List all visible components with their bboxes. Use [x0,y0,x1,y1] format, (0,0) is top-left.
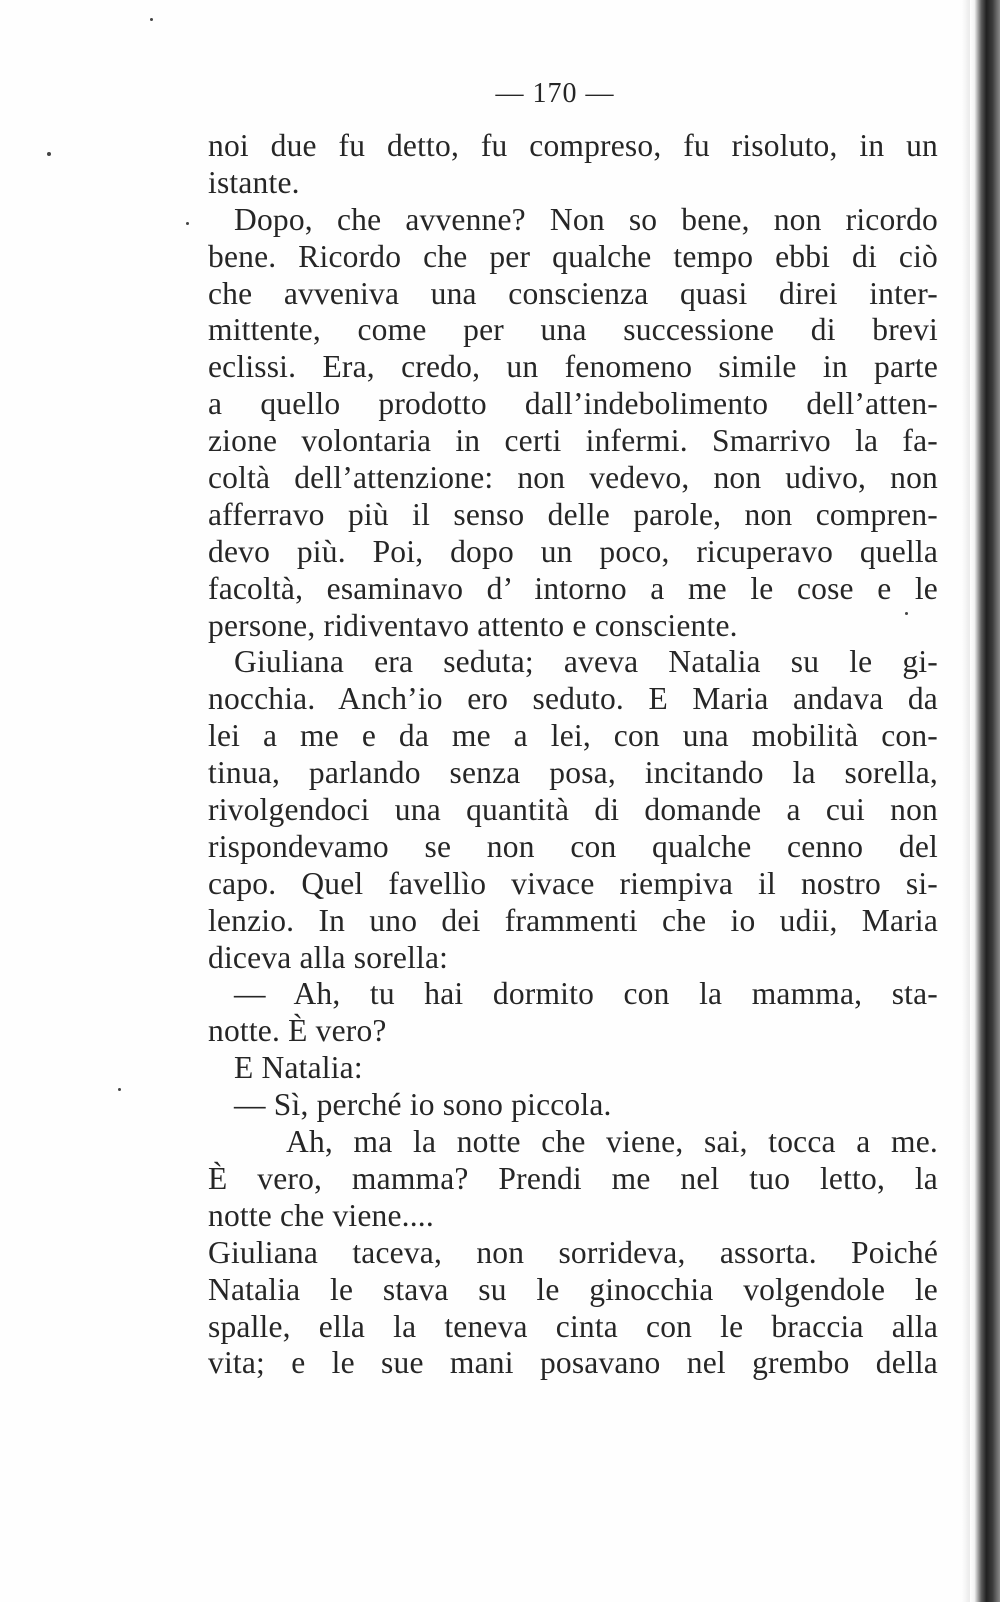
text-line: Natalia le stava su le ginocchia volgendole le [208,1271,938,1307]
text-line: notte che viene.... [208,1197,434,1233]
text-line: Giuliana taceva, non sorrideva, assorta. Poiché [208,1234,938,1270]
text-line: afferravo più il senso delle parole, non compren- [208,496,938,532]
paper-speck [186,222,189,225]
body-text [208,128,938,1382]
text-line: istante. [208,164,300,200]
text-line: Dopo, che avvenne? Non so bene, non ricordo [234,201,938,237]
text-line: — Ah, tu hai dormito con la mamma, sta- [234,976,938,1012]
text-line: capo. Quel favellìo vivace riempiva il nostro si- [208,865,938,901]
text-line: lenzio. In uno dei frammenti che io udii, Maria [208,902,938,938]
page-number: — 170 — [495,78,615,109]
text-line: devo più. Poi, dopo un poco, ricuperavo quella [208,533,938,569]
text-line: facoltà, esaminavo d’ intorno a me le cose e le [208,570,938,606]
text-line: tinua, parlando senza posa, incitando la sorella, [208,755,938,791]
text-line: diceva alla sorella: [208,939,449,975]
paper-speck [150,18,153,21]
text-line: E Natalia: [234,1050,363,1086]
text-line: persone, ridiventavo attento e consciente. [208,607,738,643]
text-line: notte. È vero? [208,1013,387,1049]
text-line: — Sì, perché io sono piccola. [234,1087,612,1123]
text-line: a quello prodotto dall’indebolimento dell’atten- [208,386,938,422]
text-line: rivolgendoci una quantità di domande a cui non [208,792,938,828]
text-line: mittente, come per una successione di brevi [208,312,938,348]
text-line: Ah, ma la notte che viene, sai, tocca a me. [286,1124,938,1160]
text-line: spalle, ella la teneva cinta con le braccia alla [208,1308,938,1344]
text-line: coltà dell’attenzione: non vedevo, non udivo, non [208,460,938,496]
text-line: nocchia. Anch’io ero seduto. E Maria andava da [208,681,938,717]
book-binding-edge [970,0,1000,1602]
text-line: vita; e le sue mani posavano nel grembo della [208,1345,938,1381]
binding-shadow [962,0,970,1602]
text-line: noi due fu detto, fu compreso, fu risoluto, in un [208,128,938,163]
text-line: rispondevamo se non con qualche cenno del [208,828,938,864]
text-line: che avveniva una conscienza quasi direi inter- [208,275,938,311]
text-line: È vero, mamma? Prendi me nel tuo letto, la [208,1160,938,1196]
paper-speck [47,152,51,156]
text-line: zione volontaria in certi infermi. Smarrivo la fa- [208,423,938,459]
text-line: lei a me e da me a lei, con una mobilità con- [208,718,938,754]
text-line: bene. Ricordo che per qualche tempo ebbi di ciò [208,238,938,274]
text-line: eclissi. Era, credo, un fenomeno simile in parte [208,349,938,385]
text-line: Giuliana era seduta; aveva Natalia su le gi- [234,644,938,680]
paper-speck [118,1088,121,1091]
